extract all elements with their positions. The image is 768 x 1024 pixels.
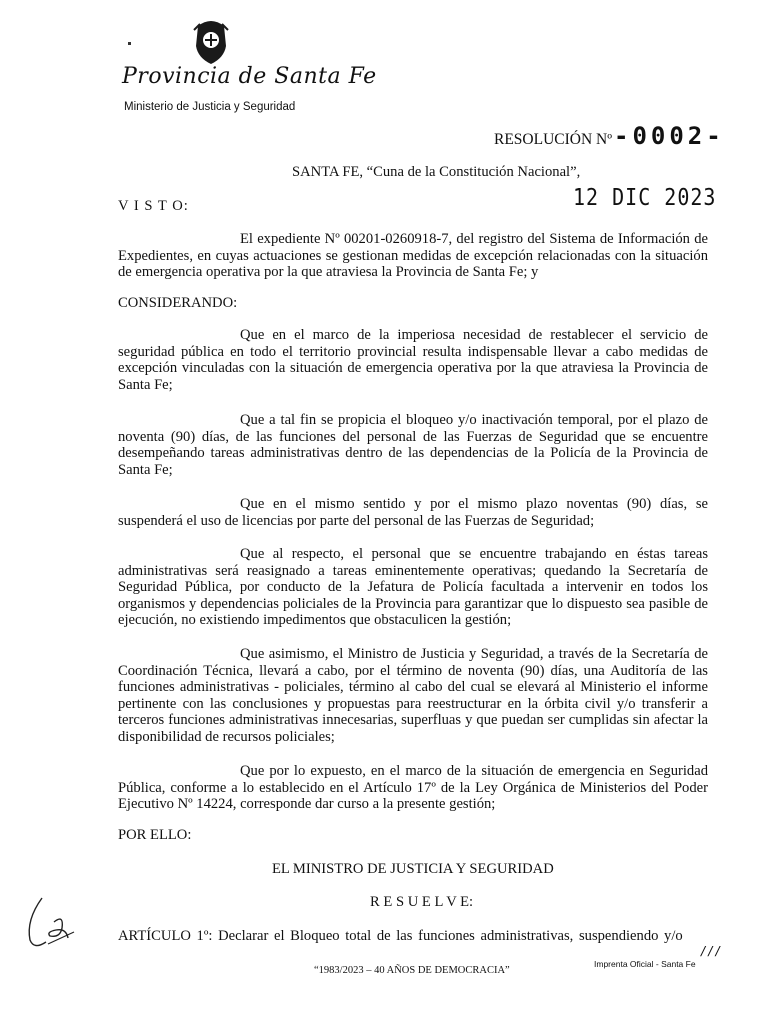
coat-of-arms-icon [190,16,232,66]
scan-speck [128,42,131,45]
date-stamp: 12 DIC 2023 [573,183,717,211]
articulo-text: Declarar el Bloqueo total de las funciones administrativas, suspendiendo y/o [218,928,683,944]
city-line: SANTA FE, “Cuna de la Constitución Nacional”, [292,164,581,180]
articulo-1 [118,928,708,945]
signature-mark [20,892,80,952]
visto-heading: V I S T O: [118,198,189,214]
considerando-paragraph: Que asimismo, el Ministro de Justicia y Seguridad, a través de la Secretaría de Coordinación Técnica, llevará a cabo, por el término de noventa (90) días, una Auditoría de las funciones administrativas - policiales, término al cabo del cual se elevará al Ministerio el informe pertinente con las conclusiones y propuestas para reestructurar en la órbita civil y/o transferir a terceros funciones administrativas innecesarias, superfluas y que puedan ser cumplidas sin afectar la disponibilidad de recursos policiales; [118,646,708,745]
articulo-label: ARTÍCULO 1º: [118,928,213,944]
province-title: Provincia de Santa Fe [122,64,377,89]
resolution-label: RESOLUCIÓN Nº [494,131,613,148]
considerando-paragraph: Que al respecto, el personal que se encuentre trabajando en éstas tareas administrativas será reasignado a tareas eminentemente operativas; quedando la Secretaría de Seguridad Pública, por conducto de la Jefatura de Policía facultada a intervenir en todos los organismos y dependencias policiales de la Provincia para garantizar que lo dispuesto sea pasible de ejecución, no existiendo impedimentos que obstaculicen la gestión; [118,546,708,629]
minister-heading: EL MINISTRO DE JUSTICIA Y SEGURIDAD [272,861,554,877]
ministry-name: Ministerio de Justicia y Seguridad [124,101,296,113]
considerando-paragraph: Que en el mismo sentido y por el mismo plazo noventas (90) días, se suspenderá el uso de licencias por parte del personal de las Fuerzas de Seguridad; [118,496,708,529]
visto-paragraph: El expediente Nº 00201-0260918-7, del registro del Sistema de Información de Expedientes, en cuyas actuaciones se gestionan medidas de excepción relacionadas con la situación de emergencia operativa por la que atraviesa la Provincia de Santa Fe; y [118,231,708,281]
resuelve-heading: R E S U E L V E: [370,894,474,910]
continuation-mark: /// [700,944,722,958]
considerando-paragraph: Que por lo expuesto, en el marco de la situación de emergencia en Seguridad Pública, conforme a lo establecido en el Artículo 17º de la Ley Orgánica de Ministerios del Poder Ejecutivo Nº 14224, corresponde dar curso a la presente gestión; [118,763,708,813]
resolution-number: -0002- [614,122,725,150]
footer-printer: Imprenta Oficial - Santa Fe [594,959,696,969]
considerando-paragraph: Que en el marco de la imperiosa necesidad de restablecer el servicio de seguridad pública en todo el territorio provincial resulta indispensable llevar a cabo medidas de excepción vinculadas con la situación de emergencia operativa por la que atraviesa la Provincia de Santa Fe; [118,327,708,393]
considerando-heading: CONSIDERANDO: [118,295,238,311]
por-ello-heading: POR ELLO: [118,827,192,843]
considerando-paragraph: Que a tal fin se propicia el bloqueo y/o inactivación temporal, por el plazo de noventa (90) días, de las funciones del personal de las Fuerzas de Seguridad que se encuentre desempeñando tareas administrativas dentro de las dependencias de la Policía de la Provincia de Santa Fe; [118,412,708,478]
footer-motto: “1983/2023 – 40 AÑOS DE DEMOCRACIA” [314,965,510,976]
